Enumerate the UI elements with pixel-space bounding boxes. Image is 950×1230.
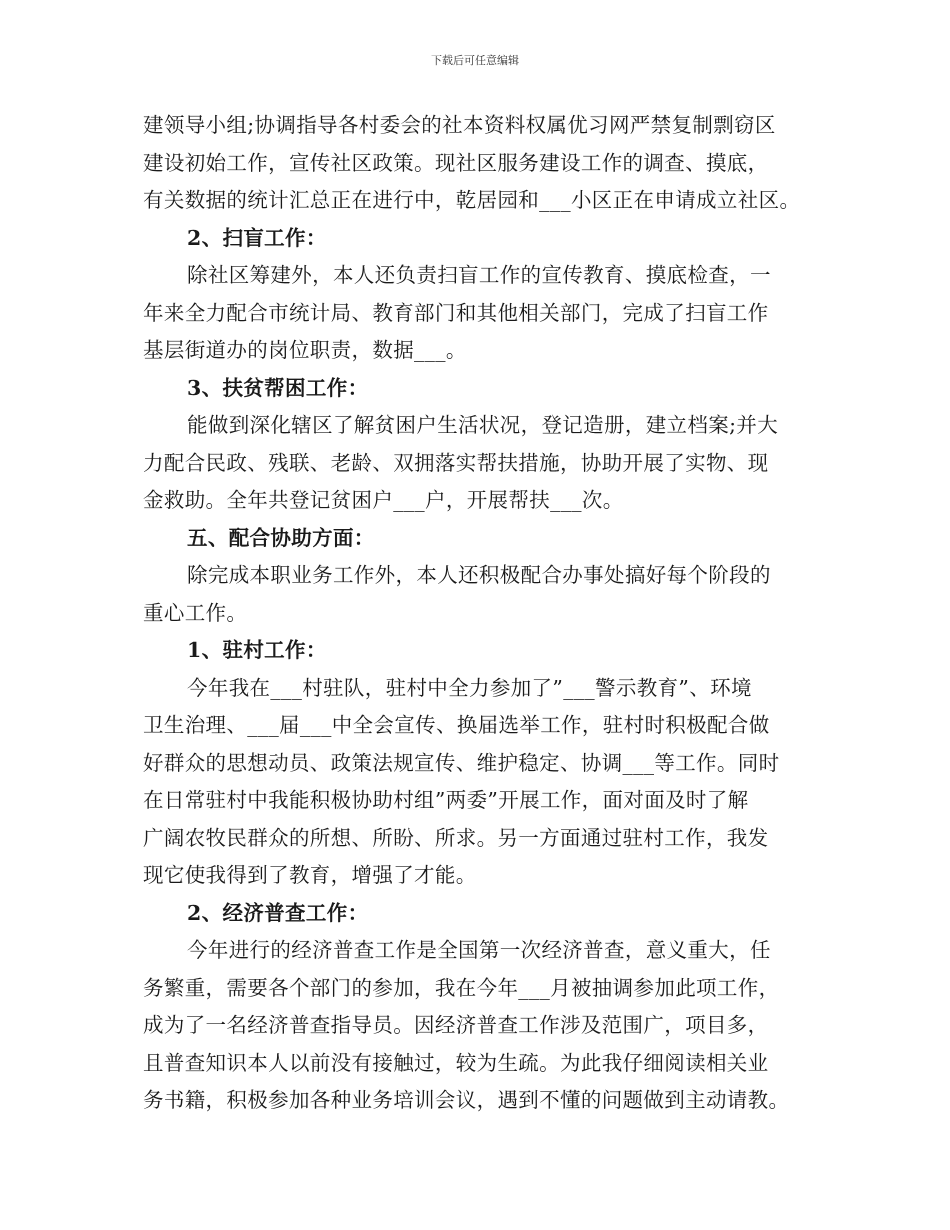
body-line: 成为了一名经济普查指导员。因经济普查工作涉及范围广，项目多， bbox=[143, 1013, 769, 1037]
body-line: 在日常驻村中我能积极协助村组”两委”开展工作，面对面及时了解 bbox=[143, 788, 749, 812]
body-line: 今年进行的经济普查工作是全国第一次经济普查，意义重大，任 bbox=[187, 938, 771, 962]
section-heading: 3、扶贫帮困工作： bbox=[187, 375, 369, 400]
page-header: 下载后可任意编辑 bbox=[431, 54, 519, 67]
section-heading: 1、驻村工作： bbox=[187, 638, 327, 662]
body-line: 能做到深化辖区了解贫困户生活状况，登记造册，建立档案;并大 bbox=[187, 413, 779, 437]
body-line: 今年我在___村驻队，驻村中全力参加了”___警示教育”、环境 bbox=[187, 675, 752, 700]
body-line: 年来全力配合市统计局、教育部门和其他相关部门，完成了扫盲工作 bbox=[143, 300, 769, 325]
body-line: 好群众的思想动员、政策法规宣传、维护稳定、协调___等工作。同时 bbox=[143, 750, 780, 775]
body-line: 建设初始工作，宣传社区政策。现社区服务建设工作的调查、摸底， bbox=[143, 150, 769, 175]
body-line: 广阔农牧民群众的所想、所盼、所求。另一方面通过驻村工作，我发 bbox=[143, 825, 769, 850]
section-heading: 2、扫盲工作： bbox=[187, 225, 327, 250]
body-line: 重心工作。 bbox=[143, 600, 248, 625]
body-line: 除社区筹建外，本人还负责扫盲工作的宣传教育、摸底检查，一 bbox=[187, 263, 771, 287]
body-line: 力配合民政、残联、老龄、双拥落实帮扶措施，协助开展了实物、现 bbox=[143, 450, 769, 475]
body-line: 且普查知识本人以前没有接触过，较为生疏。为此我仔细阅读相关业 bbox=[143, 1050, 769, 1075]
section-heading: 五、配合协助方面： bbox=[187, 525, 375, 550]
body-line: 金救助。全年共登记贫困户___户，开展帮扶___次。 bbox=[143, 488, 624, 512]
body-line: 务书籍，积极参加各种业务培训会议，遇到不懂的问题做到主动请教。 bbox=[143, 1088, 790, 1112]
body-line: 现它使我得到了教育，增强了才能。 bbox=[143, 863, 477, 887]
body-line: 建领导小组;协调指导各村委会的社本资料权属优习网严禁复制剽窃区 bbox=[143, 113, 776, 137]
body-line: 基层街道办的岗位职责，数据___。 bbox=[143, 338, 467, 362]
section-heading: 2、经济普查工作： bbox=[187, 900, 369, 925]
body-line: 除完成本职业务工作外，本人还积极配合办事处搞好每个阶段的 bbox=[187, 563, 771, 587]
document-body bbox=[143, 107, 833, 1120]
body-line: 卫生治理、___届___中全会宣传、换届选举工作，驻村时积极配合做 bbox=[143, 713, 770, 737]
body-line: 务繁重，需要各个部门的参加，我在今年___月被抽调参加此项工作， bbox=[143, 975, 780, 1000]
body-line: 有关数据的统计汇总正在进行中，乾居园和___小区正在申请成立社区。 bbox=[143, 188, 801, 212]
